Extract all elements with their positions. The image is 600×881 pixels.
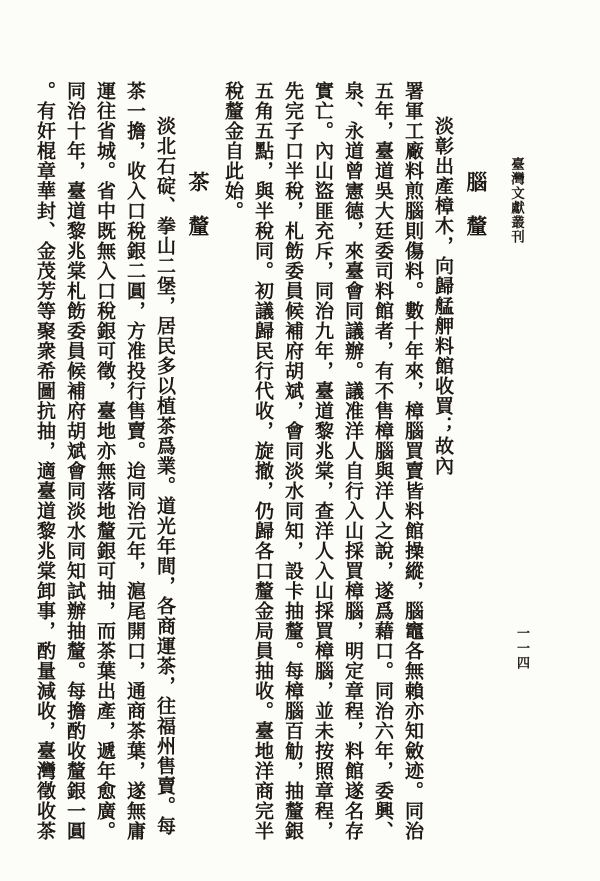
text-column: 稅釐金自此始。 — [222, 81, 243, 221]
text-column: 五年，臺道吳大廷委司料館者，有不售樟腦與洋人之說，遂爲藉口。同治六年，委興、 — [372, 81, 393, 841]
text-column: 同治十年，臺道黎兆棠札飭委員候補府胡斌會同淡水同知試辦抽釐。每擔酌收釐銀一圓 — [64, 81, 85, 841]
section-title: 茶 釐 — [186, 171, 210, 237]
text-column: 實亡。內山盜匪充斥，同治九年，臺道黎兆棠，查洋人入山採買樟腦，並未按照章程， — [312, 81, 333, 841]
text-column: 茶一擔，收入口稅銀二圓，方准投行售賣。迨同治元年，滬尾開口，通商茶葉，遂無庸 — [124, 81, 145, 841]
page-number: 一一四 — [515, 626, 530, 671]
series-header: 臺灣文獻叢刊 — [509, 157, 524, 244]
text-column: 署軍工廠料煎腦則傷料。數十年來，樟腦買賣皆料館操縱，腦竈各無賴亦知斂迹。同治 — [402, 81, 423, 841]
text-column: 先完子口半稅，札飭委員候補府胡斌，會同淡水同知，設卡抽釐。每樟腦百觔，抽釐銀 — [282, 81, 303, 841]
text-column: 淡彰出產樟木，向歸艋舺料館收買；故內 — [432, 116, 453, 476]
text-column: 泉、永道曾憲德，來臺會同議辦。議准洋人自行入山採買樟腦，明定章程，料館遂名存 — [342, 81, 363, 841]
text-column: 運往省城。省中既無入口稅銀可徵，臺地亦無落地釐銀可抽，而茶葉出產，遞年愈廣。 — [94, 81, 115, 841]
text-column: 五角五點，與半稅同。初議歸民行代收，旋撤，仍歸各口釐金局員抽收。臺地洋商完半 — [252, 81, 273, 841]
text-column: 。有奸棍章華封、金茂芳等聚衆希圖抗抽，適臺道黎兆棠卸事，酌量減收，臺灣徵收茶 — [34, 81, 55, 841]
section-title: 腦 釐 — [464, 171, 488, 237]
text-column: 淡北石碇、拳山二堡，居民多以植茶爲業。道光年間，各商運茶，往福州售賣。每 — [154, 116, 175, 836]
